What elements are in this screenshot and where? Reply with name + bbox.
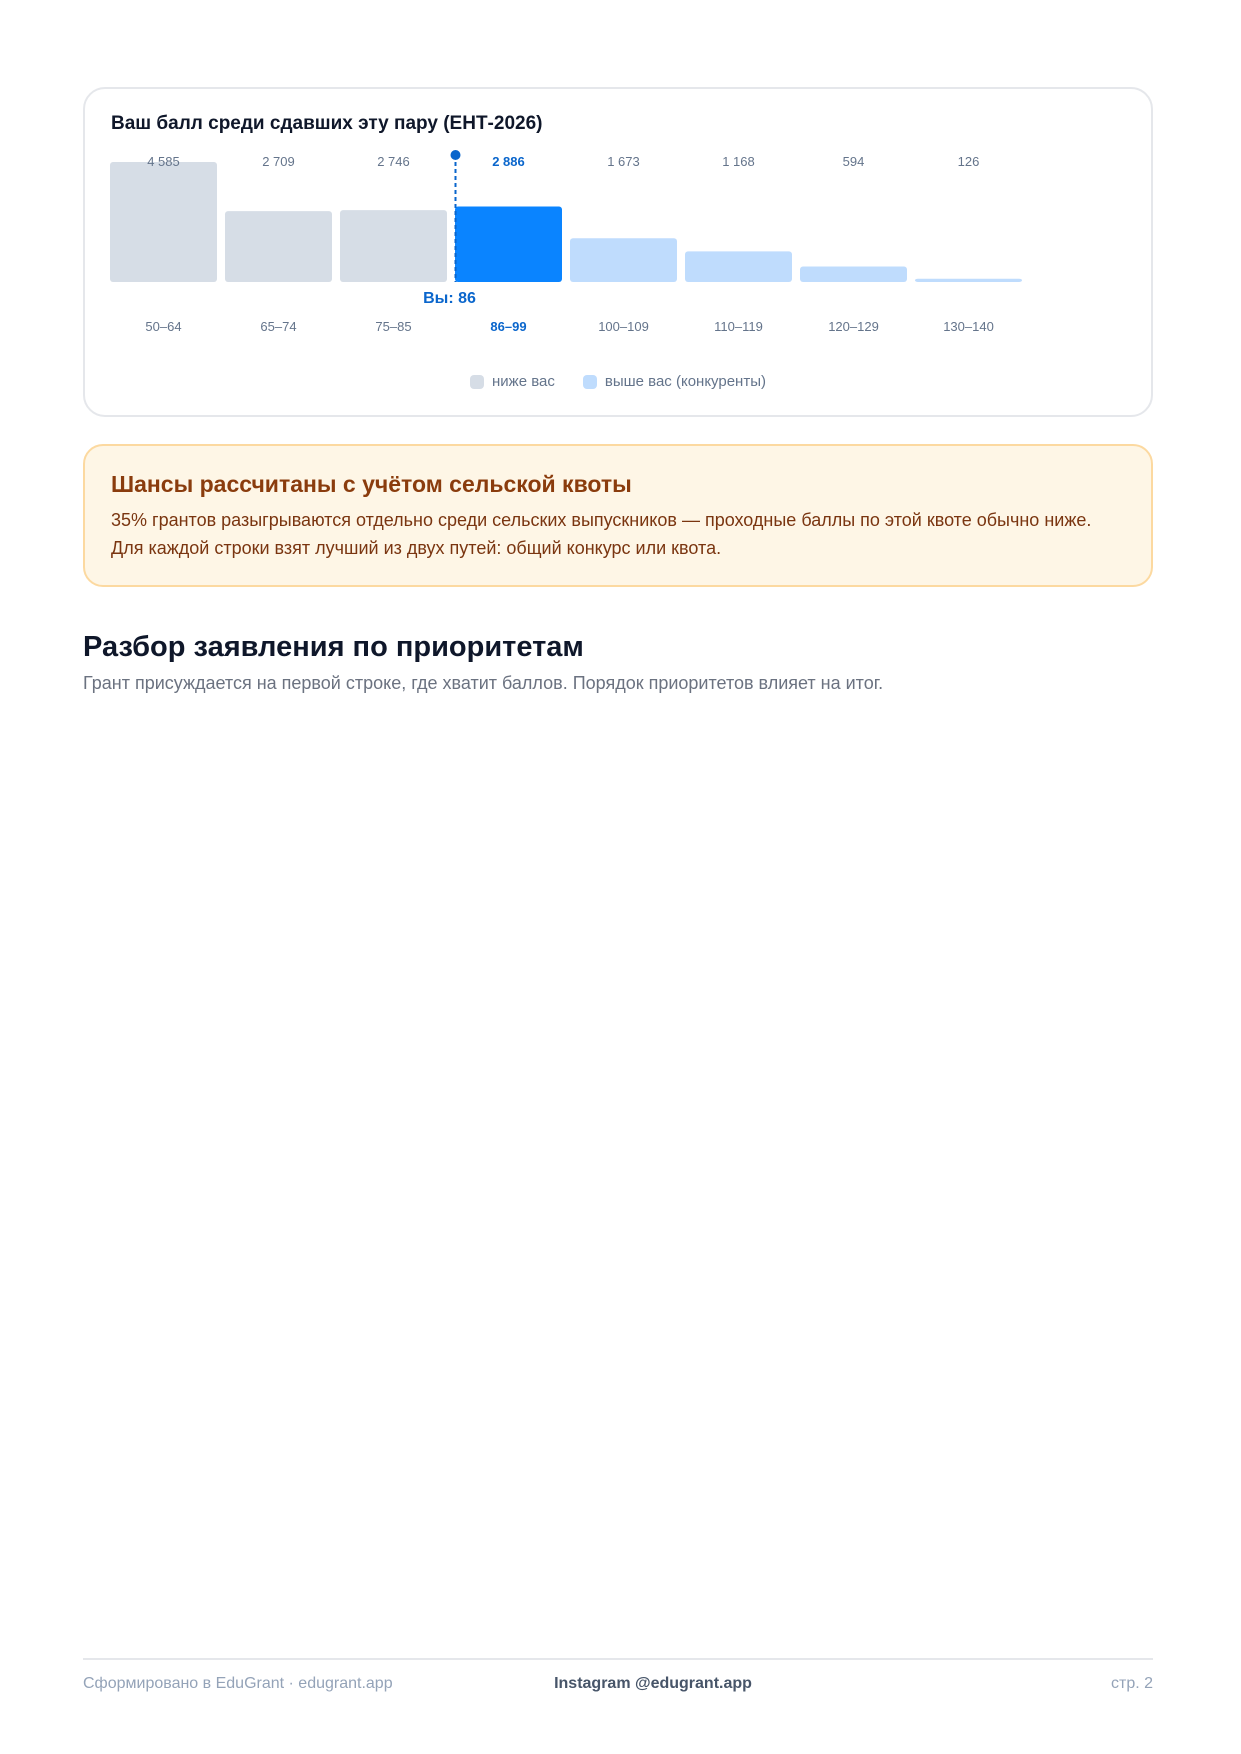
bar-value-label-5: 1 168	[722, 154, 755, 169]
histogram-bar-7	[915, 279, 1022, 282]
footer-divider	[83, 1658, 1153, 1660]
bar-value-label-6: 594	[842, 154, 865, 169]
histogram-bar-2	[340, 210, 447, 282]
legend-item-below	[470, 373, 555, 390]
bar-value-label-1: 2 709	[262, 154, 295, 169]
legend-swatch-above	[583, 375, 597, 389]
score-distribution-card	[83, 87, 1153, 417]
bar-value-label-4: 1 673	[607, 154, 640, 169]
bar-category-label-3: 86–99	[490, 319, 527, 334]
bar-value-label-2: 2 746	[377, 154, 410, 169]
bar-category-label-6: 120–129	[828, 319, 879, 334]
histogram-bar-0	[110, 162, 217, 282]
legend-label-above: выше вас (конкуренты)	[604, 373, 766, 390]
footer-page-number: стр. 2	[1110, 1675, 1153, 1692]
histogram-bar-6	[800, 266, 907, 282]
quota-text: 35% грантов разыгрываются отдельно среди сельских выпускников — проходные баллы по этой квоте обычно ниже. Для каждой строки взят лучший из двух путей: общий конкурс или квота.	[111, 510, 1092, 558]
section-title: Разбор заявления по приоритетам	[83, 631, 584, 663]
histogram-bar-4	[570, 238, 677, 282]
section-subtitle: Грант присуждается на первой строке, где хватит баллов. Порядок приоритетов влияет на итог.	[83, 673, 884, 693]
histogram-bar-5	[685, 251, 792, 282]
chart-legend	[85, 373, 1151, 390]
chart-title: Ваш балл среди сдавших эту пару (ЕНТ-2026)	[111, 113, 543, 134]
bar-category-label-5: 110–119	[714, 319, 763, 334]
footer-instagram-link[interactable]: Instagram @edugrant.app	[554, 1675, 752, 1692]
bar-value-label-0: 4 585	[147, 154, 180, 169]
histogram-bar-3	[455, 206, 562, 282]
bar-category-label-7: 130–140	[943, 319, 994, 334]
score-marker-dot	[451, 150, 461, 160]
page-footer	[83, 1675, 1153, 1699]
legend-label-below: ниже вас	[492, 373, 555, 390]
bar-category-label-2: 75–85	[375, 319, 412, 334]
legend-swatch-below	[470, 375, 484, 389]
legend-item-above	[583, 373, 766, 390]
quota-title: Шансы рассчитаны с учётом сельской квоты	[111, 471, 632, 497]
bar-value-label-7: 126	[957, 154, 980, 169]
footer-generated-by: Сформировано в EduGrant · edugrant.app	[83, 1675, 393, 1692]
bar-category-label-4: 100–109	[598, 319, 649, 334]
bar-category-label-1: 65–74	[260, 319, 297, 334]
bar-category-label-0: 50–64	[145, 319, 182, 334]
histogram-bar-1	[225, 211, 332, 282]
bar-value-label-3: 2 886	[492, 154, 525, 169]
score-marker-label: Вы: 86	[423, 290, 476, 307]
score-histogram	[85, 89, 1151, 369]
rural-quota-notice	[83, 444, 1153, 587]
